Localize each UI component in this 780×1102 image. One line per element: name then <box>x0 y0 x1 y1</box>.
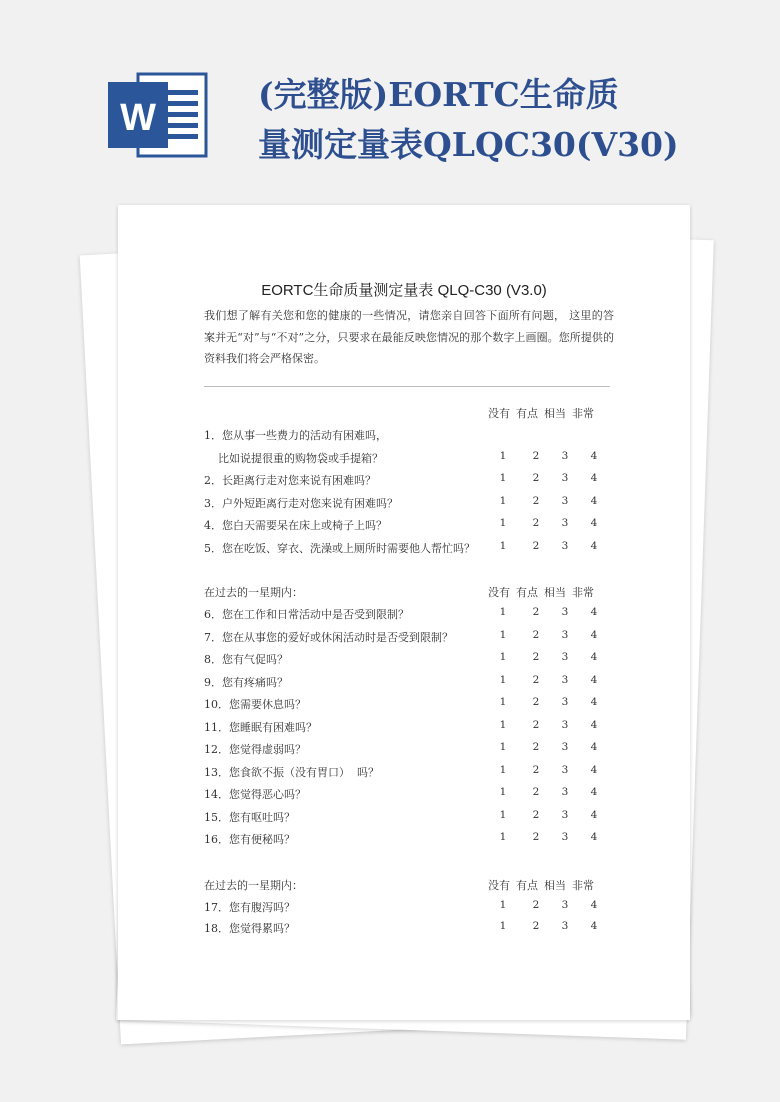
answer-option[interactable]: 3 <box>561 674 569 686</box>
scale-label: 相当 <box>544 879 566 892</box>
answer-option[interactable]: 3 <box>561 741 569 753</box>
scale-label: 相当 <box>544 586 566 599</box>
answer-option[interactable]: 1 <box>499 606 507 618</box>
answer-option[interactable]: 3 <box>561 719 569 731</box>
answer-option[interactable]: 4 <box>590 741 598 753</box>
answer-option[interactable]: 3 <box>561 696 569 708</box>
answer-option[interactable]: 3 <box>561 606 569 618</box>
answer-option[interactable]: 4 <box>590 786 598 798</box>
title-line-2: 量测定量表QLQC30(V30) <box>258 125 679 164</box>
question-row <box>204 651 614 673</box>
answer-option[interactable]: 4 <box>590 674 598 686</box>
answer-option[interactable]: 3 <box>561 517 569 529</box>
answer-option[interactable]: 3 <box>561 809 569 821</box>
answer-option[interactable]: 4 <box>590 517 598 529</box>
scale-label: 非常 <box>572 586 594 599</box>
question-row <box>204 696 614 718</box>
answer-option[interactable]: 1 <box>499 450 507 462</box>
section-heading: 在过去的一星期内： <box>204 879 303 892</box>
answer-option[interactable]: 2 <box>532 495 540 507</box>
scale-header <box>488 877 600 893</box>
question-row <box>204 920 614 942</box>
question-row <box>204 786 614 808</box>
answer-option[interactable]: 2 <box>532 741 540 753</box>
answer-option[interactable]: 3 <box>561 629 569 641</box>
answer-option[interactable]: 4 <box>590 472 598 484</box>
answer-option[interactable]: 3 <box>561 472 569 484</box>
answer-option[interactable]: 2 <box>532 786 540 798</box>
question-row <box>204 450 614 472</box>
answer-option[interactable]: 3 <box>561 831 569 843</box>
answer-option[interactable]: 1 <box>499 517 507 529</box>
question-row <box>204 831 614 853</box>
answer-option[interactable]: 1 <box>499 540 507 552</box>
answer-option[interactable]: 4 <box>590 899 598 911</box>
answer-option[interactable]: 4 <box>590 920 598 932</box>
word-icon <box>108 68 208 162</box>
answer-option[interactable]: 4 <box>590 651 598 663</box>
scale-label: 没有 <box>488 879 510 892</box>
answer-option[interactable]: 3 <box>561 651 569 663</box>
answer-option[interactable]: 1 <box>499 899 507 911</box>
answer-option[interactable]: 2 <box>532 540 540 552</box>
document-title <box>258 70 758 170</box>
question-text: 8．您有气促吗？ <box>204 653 288 666</box>
question-row <box>204 741 614 763</box>
question-text: 4．您白天需要呆在床上或椅子上吗？ <box>204 519 387 532</box>
answer-option[interactable]: 1 <box>499 472 507 484</box>
answer-option[interactable]: 2 <box>532 809 540 821</box>
question-row <box>204 629 614 651</box>
scale-label: 没有 <box>488 407 510 420</box>
answer-option[interactable]: 2 <box>532 899 540 911</box>
answer-option[interactable]: 2 <box>532 920 540 932</box>
answer-option[interactable]: 2 <box>532 629 540 641</box>
answer-option[interactable]: 1 <box>499 809 507 821</box>
answer-option[interactable]: 1 <box>499 696 507 708</box>
question-row <box>204 764 614 786</box>
answer-option[interactable]: 1 <box>499 741 507 753</box>
scale-label: 有点 <box>516 586 538 599</box>
question-text: 6．您在工作和日常活动中是否受到限制？ <box>204 608 409 621</box>
scale-label: 非常 <box>572 879 594 892</box>
answer-option[interactable]: 3 <box>561 920 569 932</box>
answer-option[interactable]: 4 <box>590 719 598 731</box>
answer-option[interactable]: 2 <box>532 674 540 686</box>
question-row <box>204 495 614 517</box>
svg-text:W: W <box>120 97 156 139</box>
question-row <box>204 517 614 539</box>
answer-option[interactable]: 2 <box>532 517 540 529</box>
scale-label: 没有 <box>488 586 510 599</box>
question-row <box>204 427 614 449</box>
question-text: 11．您睡眠有困难吗？ <box>204 721 317 734</box>
answer-option[interactable]: 2 <box>532 831 540 843</box>
questionnaire-title: EORTC生命质量测定量表 QLQ-C30 (V3.0) <box>261 282 547 299</box>
question-text: 12．您觉得虚弱吗？ <box>204 743 306 756</box>
question-text: 2．长距离行走对您来说有困难吗？ <box>204 474 376 487</box>
answer-option[interactable]: 1 <box>499 920 507 932</box>
question-text: 10．您需要休息吗？ <box>204 698 306 711</box>
question-text: 3．户外短距离行走对您来说有困难吗？ <box>204 497 398 510</box>
answer-option[interactable]: 4 <box>590 809 598 821</box>
answer-option[interactable]: 2 <box>532 764 540 776</box>
answer-option[interactable]: 4 <box>590 450 598 462</box>
answer-option[interactable]: 1 <box>499 786 507 798</box>
scale-label: 有点 <box>516 879 538 892</box>
answer-option[interactable]: 1 <box>499 495 507 507</box>
question-text: 5．您在吃饭、穿衣、洗澡或上厕所时需要他人帮忙吗？ <box>204 542 475 555</box>
answer-option[interactable]: 1 <box>499 764 507 776</box>
intro-text: 我们想了解有关您和您的健康的一些情况，请您亲自回答下面所有问题， 这里的答案并无“对”与“不对”之分，只要求在最能反映您情况的那个数字上画圈。您所提供的资料我们将会严格保密。 <box>204 309 614 365</box>
answer-option[interactable]: 2 <box>532 606 540 618</box>
section-heading: 在过去的一星期内： <box>204 586 303 599</box>
answer-option[interactable]: 2 <box>532 472 540 484</box>
title-line-1: (完整版)EORTC生命质 <box>258 75 619 114</box>
answer-option[interactable]: 1 <box>499 719 507 731</box>
answer-option[interactable]: 4 <box>590 540 598 552</box>
answer-option[interactable]: 2 <box>532 719 540 731</box>
question-text: 1．您从事一些费力的活动有困难吗， <box>204 429 387 442</box>
scale-label: 相当 <box>544 407 566 420</box>
answer-option[interactable]: 3 <box>561 764 569 776</box>
answer-option[interactable]: 4 <box>590 495 598 507</box>
question-row <box>204 809 614 831</box>
question-row <box>204 606 614 628</box>
scale-label: 有点 <box>516 407 538 420</box>
question-row <box>204 540 614 562</box>
answer-option[interactable]: 2 <box>532 651 540 663</box>
answer-option[interactable]: 3 <box>561 786 569 798</box>
divider <box>204 386 610 387</box>
answer-option[interactable]: 1 <box>499 629 507 641</box>
question-text: 17．您有腹泻吗？ <box>204 901 295 914</box>
question-row <box>204 899 614 921</box>
scale-label: 非常 <box>572 407 594 420</box>
question-text: 13．您食欲不振（没有胃口） 吗？ <box>204 766 379 779</box>
answer-option[interactable]: 4 <box>590 764 598 776</box>
question-row <box>204 719 614 741</box>
answer-option[interactable]: 3 <box>561 495 569 507</box>
document-page <box>118 205 690 1020</box>
answer-option[interactable]: 1 <box>499 831 507 843</box>
question-text: 18．您觉得累吗？ <box>204 922 295 935</box>
question-text: 14．您觉得恶心吗？ <box>204 788 306 801</box>
question-row <box>204 472 614 494</box>
question-text: 16．您有便秘吗？ <box>204 833 295 846</box>
answer-option[interactable]: 1 <box>499 651 507 663</box>
question-row <box>204 674 614 696</box>
scale-header <box>488 405 600 421</box>
answer-option[interactable]: 3 <box>561 450 569 462</box>
question-text: 7．您在从事您的爱好或休闲活动时是否受到限制？ <box>204 631 453 644</box>
answer-option[interactable]: 4 <box>590 696 598 708</box>
scale-header <box>488 584 600 600</box>
answer-option[interactable]: 4 <box>590 831 598 843</box>
answer-option[interactable]: 4 <box>590 606 598 618</box>
question-text: 9．您有疼痛吗？ <box>204 676 288 689</box>
answer-option[interactable]: 2 <box>532 696 540 708</box>
answer-option[interactable]: 2 <box>532 450 540 462</box>
answer-option[interactable]: 4 <box>590 629 598 641</box>
question-text: 比如说提很重的购物袋或手提箱？ <box>204 452 383 465</box>
question-text: 15．您有呕吐吗？ <box>204 811 295 824</box>
answer-option[interactable]: 3 <box>561 540 569 552</box>
answer-option[interactable]: 1 <box>499 674 507 686</box>
answer-option[interactable]: 3 <box>561 899 569 911</box>
